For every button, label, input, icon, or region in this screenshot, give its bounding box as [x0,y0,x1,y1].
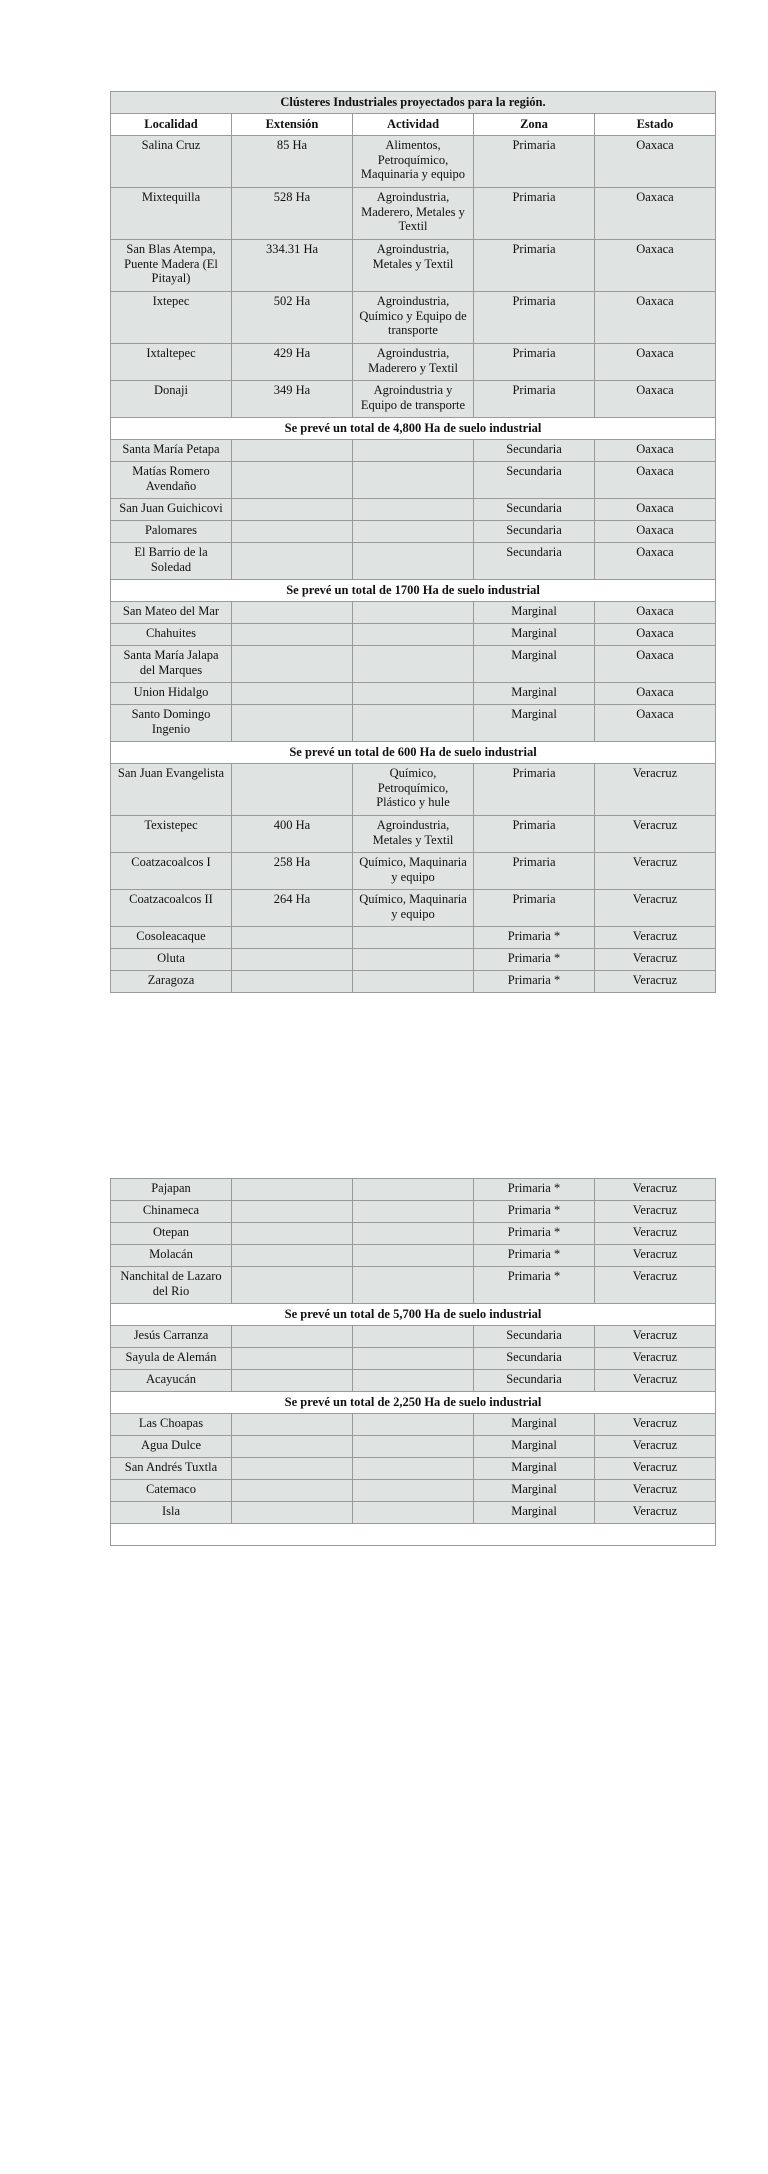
cell-zona: Secundaria [474,499,595,521]
cell-extension [232,1179,353,1201]
cell-estado: Oaxaca [595,521,716,543]
cell-extension [232,683,353,705]
cell-localidad: Salina Cruz [111,136,232,188]
table-row [111,683,716,705]
cell-localidad: Cosoleacaque [111,927,232,949]
cell-extension [232,1458,353,1480]
cell-localidad: Ixtaltepec [111,344,232,381]
subtotal-text: Se prevé un total de 4,800 Ha de suelo industrial [111,418,716,440]
clusters-table-part-2 [110,1178,716,1546]
table-row [111,499,716,521]
cell-localidad: Pajapan [111,1179,232,1201]
header-zona: Zona [474,114,595,136]
cell-localidad: Palomares [111,521,232,543]
cell-zona: Secundaria [474,1370,595,1392]
table-row [111,440,716,462]
cell-localidad: Agua Dulce [111,1436,232,1458]
cell-actividad [353,1436,474,1458]
cell-extension: 334.31 Ha [232,240,353,292]
subtotal-text: Se prevé un total de 5,700 Ha de suelo industrial [111,1304,716,1326]
cell-extension [232,1414,353,1436]
table-row [111,1414,716,1436]
cell-localidad: Coatzacoalcos I [111,853,232,890]
cell-estado: Oaxaca [595,543,716,580]
cell-estado: Oaxaca [595,683,716,705]
cell-zona: Marginal [474,602,595,624]
cell-zona: Primaria [474,381,595,418]
cell-zona: Secundaria [474,543,595,580]
cell-localidad: San Juan Guichicovi [111,499,232,521]
cell-actividad [353,521,474,543]
table-row [111,602,716,624]
cell-actividad: Químico, Maquinaria y equipo [353,853,474,890]
table-row [111,705,716,742]
table-row [111,1458,716,1480]
cell-estado: Oaxaca [595,624,716,646]
cell-extension: 528 Ha [232,188,353,240]
cell-localidad: Otepan [111,1223,232,1245]
cell-estado: Veracruz [595,1502,716,1524]
table-row [111,240,716,292]
cell-estado: Oaxaca [595,602,716,624]
table-row [111,816,716,853]
cell-localidad: Ixtepec [111,292,232,344]
cell-estado: Veracruz [595,927,716,949]
clusters-table-body [111,92,716,993]
subtotal-row [111,580,716,602]
cell-localidad: Matías Romero Avendaño [111,462,232,499]
cell-zona: Primaria [474,188,595,240]
cell-estado: Veracruz [595,971,716,993]
table-row [111,521,716,543]
cell-actividad [353,1245,474,1267]
cell-actividad [353,1414,474,1436]
cell-actividad: Agroindustria, Metales y Textil [353,240,474,292]
cell-actividad [353,971,474,993]
cell-zona: Primaria * [474,1179,595,1201]
cell-zona: Marginal [474,705,595,742]
cell-estado: Veracruz [595,853,716,890]
cell-extension: 85 Ha [232,136,353,188]
cell-localidad: Sayula de Alemán [111,1348,232,1370]
table-row [111,292,716,344]
cell-localidad: Mixtequilla [111,188,232,240]
cell-localidad: Chahuites [111,624,232,646]
table-row [111,890,716,927]
cell-localidad: Zaragoza [111,971,232,993]
cell-zona: Primaria [474,816,595,853]
cell-zona: Marginal [474,683,595,705]
cell-actividad [353,624,474,646]
cell-zona: Secundaria [474,521,595,543]
cell-zona: Primaria * [474,1223,595,1245]
cell-zona: Primaria [474,853,595,890]
cell-extension [232,499,353,521]
cell-zona: Primaria [474,240,595,292]
empty-cell [111,1524,716,1546]
cell-actividad [353,1502,474,1524]
cell-localidad: Nanchital de Lazaro del Rio [111,1267,232,1304]
cell-actividad [353,1370,474,1392]
cell-zona: Primaria [474,764,595,816]
cell-estado: Oaxaca [595,344,716,381]
cell-actividad [353,1348,474,1370]
table-row [111,971,716,993]
cell-zona: Marginal [474,1458,595,1480]
cell-localidad: Molacán [111,1245,232,1267]
cell-extension: 264 Ha [232,890,353,927]
cell-estado: Veracruz [595,1267,716,1304]
cell-extension [232,624,353,646]
cell-actividad: Agroindustria y Equipo de transporte [353,381,474,418]
cell-localidad: Oluta [111,949,232,971]
cell-localidad: Chinameca [111,1201,232,1223]
cell-extension: 258 Ha [232,853,353,890]
cell-estado: Oaxaca [595,136,716,188]
cell-zona: Secundaria [474,1326,595,1348]
cell-actividad [353,602,474,624]
cell-extension [232,764,353,816]
table-row [111,1267,716,1304]
cell-actividad [353,1267,474,1304]
cell-estado: Veracruz [595,1245,716,1267]
cell-extension [232,440,353,462]
cell-zona: Primaria [474,136,595,188]
cell-extension [232,1223,353,1245]
cell-zona: Primaria [474,890,595,927]
cell-zona: Primaria * [474,1245,595,1267]
subtotal-row [111,1304,716,1326]
cell-extension [232,1245,353,1267]
cell-actividad [353,1201,474,1223]
cell-actividad [353,1179,474,1201]
cell-extension [232,705,353,742]
cell-estado: Veracruz [595,816,716,853]
cell-actividad [353,1458,474,1480]
cell-estado: Oaxaca [595,462,716,499]
subtotal-row [111,418,716,440]
cell-zona: Secundaria [474,1348,595,1370]
cell-extension [232,1480,353,1502]
cell-actividad: Químico, Maquinaria y equipo [353,890,474,927]
cell-estado: Oaxaca [595,292,716,344]
cell-extension: 502 Ha [232,292,353,344]
cell-estado: Veracruz [595,1370,716,1392]
table-row [111,1179,716,1201]
cell-localidad: Isla [111,1502,232,1524]
cell-estado: Oaxaca [595,381,716,418]
table-row [111,188,716,240]
cell-extension [232,543,353,580]
cell-extension [232,1348,353,1370]
header-extension: Extensión [232,114,353,136]
cell-zona: Primaria * [474,971,595,993]
cell-estado: Veracruz [595,1223,716,1245]
cell-actividad: Agroindustria, Maderero, Metales y Textil [353,188,474,240]
cell-zona: Marginal [474,1480,595,1502]
cell-estado: Oaxaca [595,705,716,742]
cell-actividad [353,1223,474,1245]
cell-zona: Primaria * [474,1267,595,1304]
cell-extension [232,1326,353,1348]
table-row [111,1480,716,1502]
cell-estado: Oaxaca [595,499,716,521]
subtotal-row [111,1392,716,1414]
cell-localidad: Jesús Carranza [111,1326,232,1348]
table-row [111,1502,716,1524]
cell-localidad: Santa María Jalapa del Marques [111,646,232,683]
cell-estado: Veracruz [595,1201,716,1223]
cell-zona: Secundaria [474,440,595,462]
table-row [111,1326,716,1348]
cell-localidad: Santo Domingo Ingenio [111,705,232,742]
header-estado: Estado [595,114,716,136]
cell-zona: Marginal [474,624,595,646]
cell-extension [232,646,353,683]
cell-extension [232,1201,353,1223]
cell-zona: Primaria [474,292,595,344]
cell-estado: Veracruz [595,890,716,927]
table-row [111,624,716,646]
cell-zona: Marginal [474,646,595,683]
header-localidad: Localidad [111,114,232,136]
cell-estado: Veracruz [595,1480,716,1502]
cell-actividad [353,949,474,971]
cell-actividad: Agroindustria, Metales y Textil [353,816,474,853]
table-row [111,853,716,890]
cell-estado: Veracruz [595,1179,716,1201]
table-row [111,927,716,949]
cell-estado: Veracruz [595,1414,716,1436]
table-row [111,1201,716,1223]
header-actividad: Actividad [353,114,474,136]
subtotal-text: Se prevé un total de 1700 Ha de suelo industrial [111,580,716,602]
table-row [111,1245,716,1267]
cell-actividad [353,646,474,683]
cell-estado: Veracruz [595,1326,716,1348]
cell-localidad: Las Choapas [111,1414,232,1436]
table-row [111,462,716,499]
cell-actividad: Químico, Petroquímico, Plástico y hule [353,764,474,816]
cell-extension [232,1502,353,1524]
cell-estado: Veracruz [595,1436,716,1458]
table-row [111,136,716,188]
cell-actividad [353,440,474,462]
cell-zona: Secundaria [474,462,595,499]
cell-extension [232,521,353,543]
table-row [111,344,716,381]
cell-extension [232,1267,353,1304]
cell-extension: 429 Ha [232,344,353,381]
cell-actividad [353,1480,474,1502]
table-row [111,381,716,418]
cell-zona: Primaria * [474,927,595,949]
cell-actividad [353,927,474,949]
cell-estado: Veracruz [595,764,716,816]
cell-localidad: San Blas Atempa, Puente Madera (El Pitayal) [111,240,232,292]
cell-estado: Oaxaca [595,240,716,292]
cell-localidad: San Juan Evangelista [111,764,232,816]
cell-extension [232,949,353,971]
cell-estado: Veracruz [595,1348,716,1370]
cell-localidad: Catemaco [111,1480,232,1502]
table-title-row [111,92,716,114]
subtotal-text: Se prevé un total de 2,250 Ha de suelo industrial [111,1392,716,1414]
table-header-row [111,114,716,136]
cell-zona: Marginal [474,1502,595,1524]
cell-zona: Marginal [474,1414,595,1436]
cell-zona: Primaria [474,344,595,381]
table-title: Clústeres Industriales proyectados para la región. [111,92,716,114]
table-row [111,1223,716,1245]
cell-actividad [353,543,474,580]
cell-actividad [353,499,474,521]
cell-localidad: Union Hidalgo [111,683,232,705]
cell-estado: Veracruz [595,949,716,971]
cell-estado: Oaxaca [595,188,716,240]
table-row [111,949,716,971]
cell-localidad: San Mateo del Mar [111,602,232,624]
table-row [111,543,716,580]
cell-localidad: San Andrés Tuxtla [111,1458,232,1480]
cell-extension [232,462,353,499]
cell-extension [232,927,353,949]
cell-estado: Veracruz [595,1458,716,1480]
table-row [111,1348,716,1370]
subtotal-row [111,742,716,764]
clusters-table-part-1 [110,91,716,993]
empty-row [111,1524,716,1546]
cell-zona: Marginal [474,1436,595,1458]
table-row [111,764,716,816]
cell-zona: Primaria * [474,1201,595,1223]
cell-actividad: Agroindustria, Químico y Equipo de transporte [353,292,474,344]
cell-localidad: Texistepec [111,816,232,853]
cell-localidad: Santa María Petapa [111,440,232,462]
cell-localidad: Coatzacoalcos II [111,890,232,927]
cell-extension: 400 Ha [232,816,353,853]
cell-extension [232,602,353,624]
cell-actividad [353,462,474,499]
cell-actividad [353,705,474,742]
cell-localidad: Donaji [111,381,232,418]
cell-extension: 349 Ha [232,381,353,418]
cell-zona: Primaria * [474,949,595,971]
cell-actividad: Alimentos, Petroquímico, Maquinaria y equipo [353,136,474,188]
table-row [111,646,716,683]
cell-actividad: Agroindustria, Maderero y Textil [353,344,474,381]
cell-estado: Oaxaca [595,440,716,462]
cell-localidad: El Barrio de la Soledad [111,543,232,580]
cell-extension [232,971,353,993]
subtotal-text: Se prevé un total de 600 Ha de suelo industrial [111,742,716,764]
cell-actividad [353,683,474,705]
cell-actividad [353,1326,474,1348]
cell-estado: Oaxaca [595,646,716,683]
table-row [111,1436,716,1458]
cell-extension [232,1370,353,1392]
cell-localidad: Acayucán [111,1370,232,1392]
table-row [111,1370,716,1392]
clusters-table-body-continued [111,1179,716,1546]
cell-extension [232,1436,353,1458]
